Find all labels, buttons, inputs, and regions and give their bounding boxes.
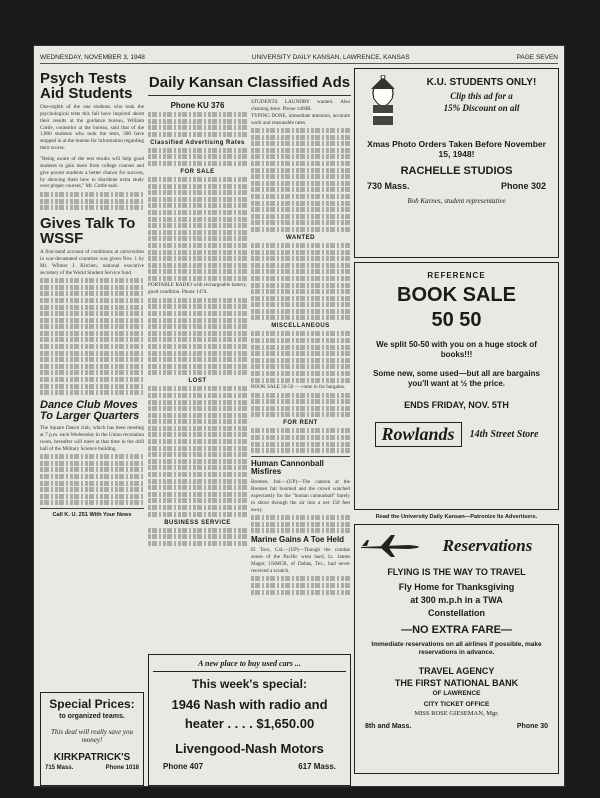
psych-headline: Psych Tests Aid Students — [40, 70, 133, 102]
cannonball-headline: Human Cannonball Misfires — [251, 459, 324, 477]
section-business: BUSINESS SERVICE — [164, 519, 231, 526]
left-column — [40, 68, 144, 786]
twa-fly: FLYING IS THE WAY TO TRAVEL — [387, 567, 526, 577]
classifieds-title: Daily Kansan Classified Ads — [148, 68, 351, 96]
ad-laundry: STUDENTS LAUNDRY wanted. Also cleaning done. Phone 1469R. — [251, 99, 350, 112]
santa-illustration — [361, 75, 405, 129]
kirkpatricks-ad — [40, 692, 144, 786]
rachelle-phone: Phone 302 — [500, 181, 546, 192]
rachelle-title: K.U. STUDENTS ONLY! — [426, 77, 537, 88]
classifieds-right — [251, 99, 350, 596]
classifieds-left — [148, 99, 247, 596]
nash-special: This week's special: — [192, 677, 307, 691]
ad-typing: TYPING DONE, immediate attention, accurate work and reasonable rates. — [251, 112, 350, 126]
kirk-title: Special Prices: — [49, 697, 135, 711]
rowlands-fifty: 50 50 — [431, 309, 482, 331]
rachelle-discount: 15% Discount on all — [443, 103, 520, 113]
rowlands-book-sale-ad — [354, 262, 559, 510]
marine-text: El Toro, Cal.—(UP)—Though the combat zones of the Pacific went hard, Lt. James Mager, USMCR, of Dallas, Tex., had never received a scratch. — [251, 547, 350, 574]
psych-quote: "Being aware of the test results will help good students to gain more from college courses and give poorer students a better chance for success, by showing them how to distribute extra study over proper courses," Mr. Cottle said. — [40, 156, 144, 190]
patronize-line: Read the University Daily Kansan—Patronize Its Advertisers. — [375, 514, 538, 520]
rates-title: Classified Advertising Rates — [150, 139, 245, 146]
nash-line2: heater . . . . $1,650.00 — [184, 716, 315, 731]
folio-line — [40, 54, 558, 64]
twa-home: Fly Home for Thanksgiving — [398, 582, 515, 592]
section-wanted: WANTED — [286, 234, 315, 241]
cannonball-text: Bremen, Ind.—(UP)—The cannon at the Bremen fair boomed and the crowd watched expectantly for the "human cannonball" barely to shoot through the air into a net 150 feet away. — [251, 479, 350, 513]
kirk-sub: to organized teams. — [59, 713, 125, 720]
nash-tag: A new place to buy used cars ... — [153, 659, 346, 672]
newspaper-page — [34, 46, 564, 786]
nash-line1: 1946 Nash with radio and — [171, 697, 328, 712]
rowlands-book: BOOK SALE — [397, 284, 516, 306]
twa-reservations-ad — [354, 524, 559, 774]
rachelle-clip: Clip this ad for a — [450, 91, 513, 101]
ad-radio: PORTABLE RADIO with rechargeable battery, good condition. Phone 1474. — [148, 282, 247, 296]
dance-text: The Square Dance club, which has been meeting at 7 p.m. each Wednesday in the Union recreation room, hereafter will meet at that time in the drill hall of the Military Science building. — [40, 425, 144, 452]
twa-addr: 8th and Mass. — [365, 722, 412, 730]
rachelle-mgr: Bob Karnes, student representative — [407, 197, 506, 206]
section-misc: MISCELLANEOUS — [271, 323, 330, 330]
psych-intro: One-eighth of the one students who took the psychological tests this fall have inquired about their results at the guidance bureau, William Cottle, counselor at the bureau, said that of the 1,800 students who took the tests, 300 have stopped in at the bureau for information regarding their scores. — [40, 104, 144, 152]
kirk-phone: Phone 1018 — [105, 765, 139, 771]
classifieds-phone: Phone KU 376 — [170, 101, 225, 110]
section-for-rent: FOR RENT — [283, 420, 318, 427]
twa-miss: MISS ROSE GIESEMAN, Mgr. — [414, 709, 499, 717]
rowlands-deal: We split 50-50 with you on a huge stock of books!!! — [376, 340, 537, 360]
twa-of: OF LAWRENCE — [432, 689, 481, 697]
twa-time: at 300 m.p.h in a TWA — [410, 595, 503, 605]
ad-booksale: BOOK SALE 50-50 — come in for bargains. — [251, 384, 346, 391]
twa-agency: TRAVEL AGENCY — [418, 665, 495, 676]
twa-office: CITY TICKET OFFICE — [423, 700, 490, 708]
kirk-addr: 715 Mass. — [45, 765, 74, 771]
folio-page: PAGE SEVEN — [516, 54, 558, 61]
nash-phone: Phone 407 — [163, 762, 204, 771]
marine-headline: Marine Gains A Toe Held — [251, 535, 345, 545]
twa-title: Reservations — [442, 536, 533, 555]
rachelle-offer: Xmas Photo Orders Taken Before November 15, 1948! — [367, 139, 546, 160]
twa-bank: THE FIRST NATIONAL BANK — [394, 677, 519, 688]
kirk-name: KIRKPATRICK'S — [53, 752, 131, 763]
section-for-sale: FOR SALE — [180, 168, 215, 175]
twa-phone: Phone 30 — [516, 722, 548, 730]
nash-dealer: Livengood-Nash Motors — [175, 741, 324, 756]
dance-headline: Dance Club Moves To Larger Quarters — [40, 399, 140, 423]
classifieds-column — [148, 68, 351, 652]
twa-nofare: —NO EXTRA FARE— — [401, 624, 512, 636]
rowlands-ref: REFERENCE — [427, 271, 486, 280]
twa-plane: Constellation — [427, 608, 485, 618]
rowlands-ends: ENDS FRIDAY, NOV. 5TH — [404, 399, 509, 410]
rachelle-studio: RACHELLE STUDIOS — [400, 165, 513, 178]
nash-motors-ad — [148, 654, 351, 786]
airplane-icon — [359, 533, 421, 559]
rachelle-studios-ad — [354, 68, 559, 258]
rowlands-tag: 14th Street Store — [469, 428, 539, 440]
wssf-headline: Gives Talk To WSSF — [40, 215, 136, 248]
folio-paper: UNIVERSITY DAILY KANSAN, LAWRENCE, KANSAS — [251, 54, 410, 61]
news-contact-line: Call K. U. 251 With Your News — [52, 512, 132, 519]
rowlands-some: Some new, some used—but all are bargains you'll want at ½ the price. — [373, 368, 540, 389]
folio-date: WEDNESDAY, NOVEMBER 3, 1948 — [40, 54, 145, 61]
ads-column — [354, 68, 559, 786]
rachelle-addr: 730 Mass. — [367, 181, 410, 192]
twa-immediate: Immediate reservations on all airlines if possible, make reservations in advance. — [371, 641, 542, 657]
kirk-body: This deal will really save you money! — [51, 728, 133, 744]
wssf-text: A first-hand account of conditions at universities in war-devastated countries was given Nov. 1 by Mr. Wilmer J. Kitchen, national executive secretary of the World Student Service fund. — [40, 249, 144, 276]
rowlands-logo: Rowlands — [375, 422, 462, 447]
section-lost: LOST — [188, 378, 207, 385]
nash-addr: 617 Mass. — [298, 762, 336, 771]
